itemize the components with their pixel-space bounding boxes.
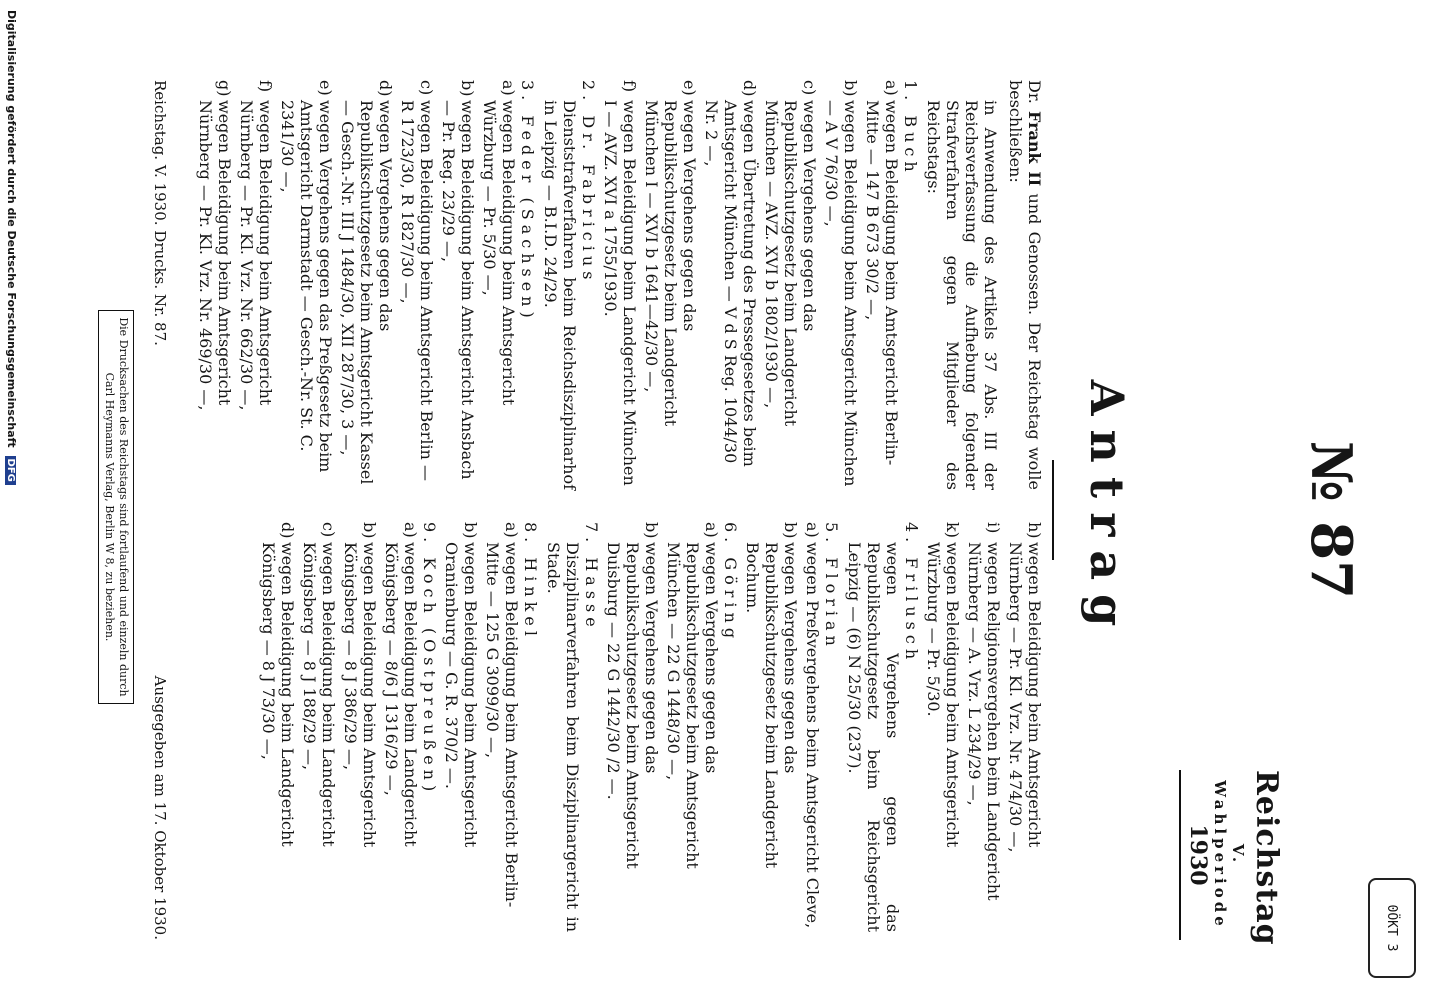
- list-item: a)wegen Beleidigung beim Amtsgericht Berlin-Mitte — 125 G 3099/30 —,: [483, 522, 521, 908]
- list-item: a)wegen Beleidigung beim Amtsgericht Würzburg — Pr. 5/30 —,: [480, 80, 518, 406]
- list-item: c)wegen Beleidigung beim Landgericht Königsberg — 8 J 188/29 —,: [300, 522, 338, 847]
- list-item: d)wegen Übertretung des Pressegesetzes beim Amtsgericht München — V d S Reg. 1044/30 Nr. 2 —,: [702, 80, 759, 467]
- section-title: 4. Frilusch: [902, 522, 921, 665]
- list-item: e)wegen Vergehens gegen das Preßgesetz beim Amtsgericht Darmstadt — Gesch.-Nr. St. C. 2341/30 —,: [278, 80, 335, 473]
- section-title: 8. Hinkel: [521, 522, 540, 642]
- digitization-note: [5, 10, 18, 990]
- list-item: a)wegen Beleidigung beim Amtsgericht Berlin-Mitte — 147 B 673 30/2 —,: [863, 80, 901, 466]
- right-column: [256, 522, 1044, 932]
- list-item: k)wegen Beleidigung beim Amtsgericht Würzburg — Pr. 5/30.: [924, 522, 962, 848]
- list-item: b)wegen Vergehens gegen das Republikschutzgesetz beim Landgericht Bochum.: [743, 522, 800, 869]
- footer-print-info: Reichstag. V. 1930. Drucks. Nr. 87.: [151, 80, 169, 346]
- section-title: 2. Dr. Fabricius: [579, 80, 598, 285]
- list-item: h)wegen Beleidigung beim Amtsgericht Nürnberg — Pr. Kl. Vrz. Nr. 474/30 —,: [1006, 522, 1044, 853]
- section-text: wegen Vergehens gegen das Republikschutzgesetz beim Reichsgericht Leipzig — (6) N 25/30 (237).: [845, 542, 902, 932]
- list-item: b)wegen Beleidigung beim Amtsgericht München — A V 76/30 —,: [822, 80, 860, 487]
- footer-issued-date: Ausgegeben am 17. Oktober 1930.: [151, 675, 169, 940]
- list-item: a)wegen Vergehens gegen das Republikschutzgesetz beim Amtsgericht München — 22 G 1448/30 —,: [664, 522, 721, 869]
- intro-text: und Genossen. Der Reichstag wolle beschließen:: [1006, 80, 1044, 490]
- footer-notice-box: Die Drucksachen des Reichstags sind fortlaufend und einzeln durch Carl Heymanns Verlag, Berlin W 8, zu beziehen.: [98, 310, 134, 704]
- list-item: f)wegen Beleidigung beim Landgericht München I — AVZ. XVI a 1755/1930.: [601, 80, 639, 486]
- dfg-logo: DFG: [5, 456, 16, 485]
- year-label: 1930: [1179, 770, 1211, 940]
- intro-name: Frank II: [1025, 111, 1044, 187]
- list-item: d)wegen Beleidigung beim Landgericht Königsberg — 8 J 73/30 —,: [259, 522, 297, 847]
- list-item: e)wegen Vergehens gegen das Republikschutzgesetz beim Landgericht München I — XVI b 1641—42/30 —,: [642, 80, 699, 427]
- list-item: i)wegen Religionsvergehen beim Landgericht Nürnberg — A. Vrz. L 234/29 —,: [965, 522, 1003, 901]
- archive-stamp: 0ÖKT 3: [1368, 878, 1416, 978]
- left-column: [193, 80, 1044, 490]
- section-text: Disziplinarverfahren beim Disziplinargericht in Stade.: [544, 542, 582, 932]
- section-title: 7. Hasse: [582, 522, 601, 632]
- section-title: 9. Koch (Ostpreußen): [420, 522, 439, 797]
- page-title: Antrag: [1080, 379, 1134, 641]
- section-title: 3. Feder (Sachsen): [518, 80, 537, 323]
- list-item: g)wegen Beleidigung beim Amtsgericht Nürnberg — Pr. Kl. Vrz. Nr. 469/30 —,: [196, 80, 234, 411]
- document-number: № 87: [1298, 440, 1364, 600]
- list-item: b)wegen Beleidigung beim Amtsgericht Oranienburg — G. R. 370/2 —.: [442, 522, 480, 848]
- intro-paragraph: [1006, 80, 1044, 490]
- digitization-text: Digitalisierung gefördert durch die Deutsche Forschungsgemeinschaft: [5, 10, 18, 448]
- intro-lead: Dr.: [1025, 80, 1044, 104]
- list-item: b)wegen Beleidigung beim Amtsgericht Königsberg — 8 J 386/29 —,: [341, 522, 379, 848]
- list-item: b)wegen Beleidigung beim Amtsgericht Ansbach — Pr. Reg. 23/29 —,: [439, 80, 477, 480]
- list-item: c)wegen Beleidigung beim Amtsgericht Berlin — R 1723/30, R 1827/30 —,: [398, 80, 436, 481]
- list-item: b)wegen Vergehens gegen das Republikschutzgesetz beim Amtsgericht Duisburg — 22 G 1442/30 /2 —.: [604, 522, 661, 869]
- list-item: a)wegen Beleidigung beim Landgericht Königsberg — 8/6 J 1316/29 —,: [382, 522, 420, 847]
- section-title: 1. Buch: [901, 80, 920, 177]
- list-item: d)wegen Vergehens gegen das Republikschutzgesetz beim Amtsgericht Kassel — Gesch.-Nr. III J 1484/30, XII 287/30, 3 —,: [338, 80, 395, 485]
- title-divider: [1052, 460, 1054, 560]
- section-title: 6. Göring: [721, 522, 740, 644]
- reichstag-label: Reichstag: [1249, 770, 1284, 946]
- list-item: a)wegen Preßvergehens beim Amtsgericht Cleve,: [803, 522, 822, 929]
- section-title: 5. Florian: [822, 522, 841, 651]
- intro-body: in Anwendung des Artikels 37 Abs. III der Reichsverfassung die Aufhebung folgender Strafverfahren gegen Mitglieder des Reichstags:: [924, 100, 1000, 490]
- list-item: c)wegen Vergehens gegen das Republikschutzgesetz beim Landgericht München — AVZ. XVI b 1802/1930 —,: [762, 80, 819, 427]
- wahlperiode-label: V. Wahlperiode: [1211, 780, 1247, 930]
- section-text: Dienststrafverfahren beim Reichsdisziplinarhof in Leipzig — B.I.D. 24/29.: [541, 100, 579, 490]
- list-item: f)wegen Beleidigung beim Amtsgericht Nürnberg — Pr. Kl. Vrz. Nr. 662/30 —,: [237, 80, 275, 411]
- footer-line: [151, 80, 169, 940]
- reichstag-header: [1179, 770, 1284, 946]
